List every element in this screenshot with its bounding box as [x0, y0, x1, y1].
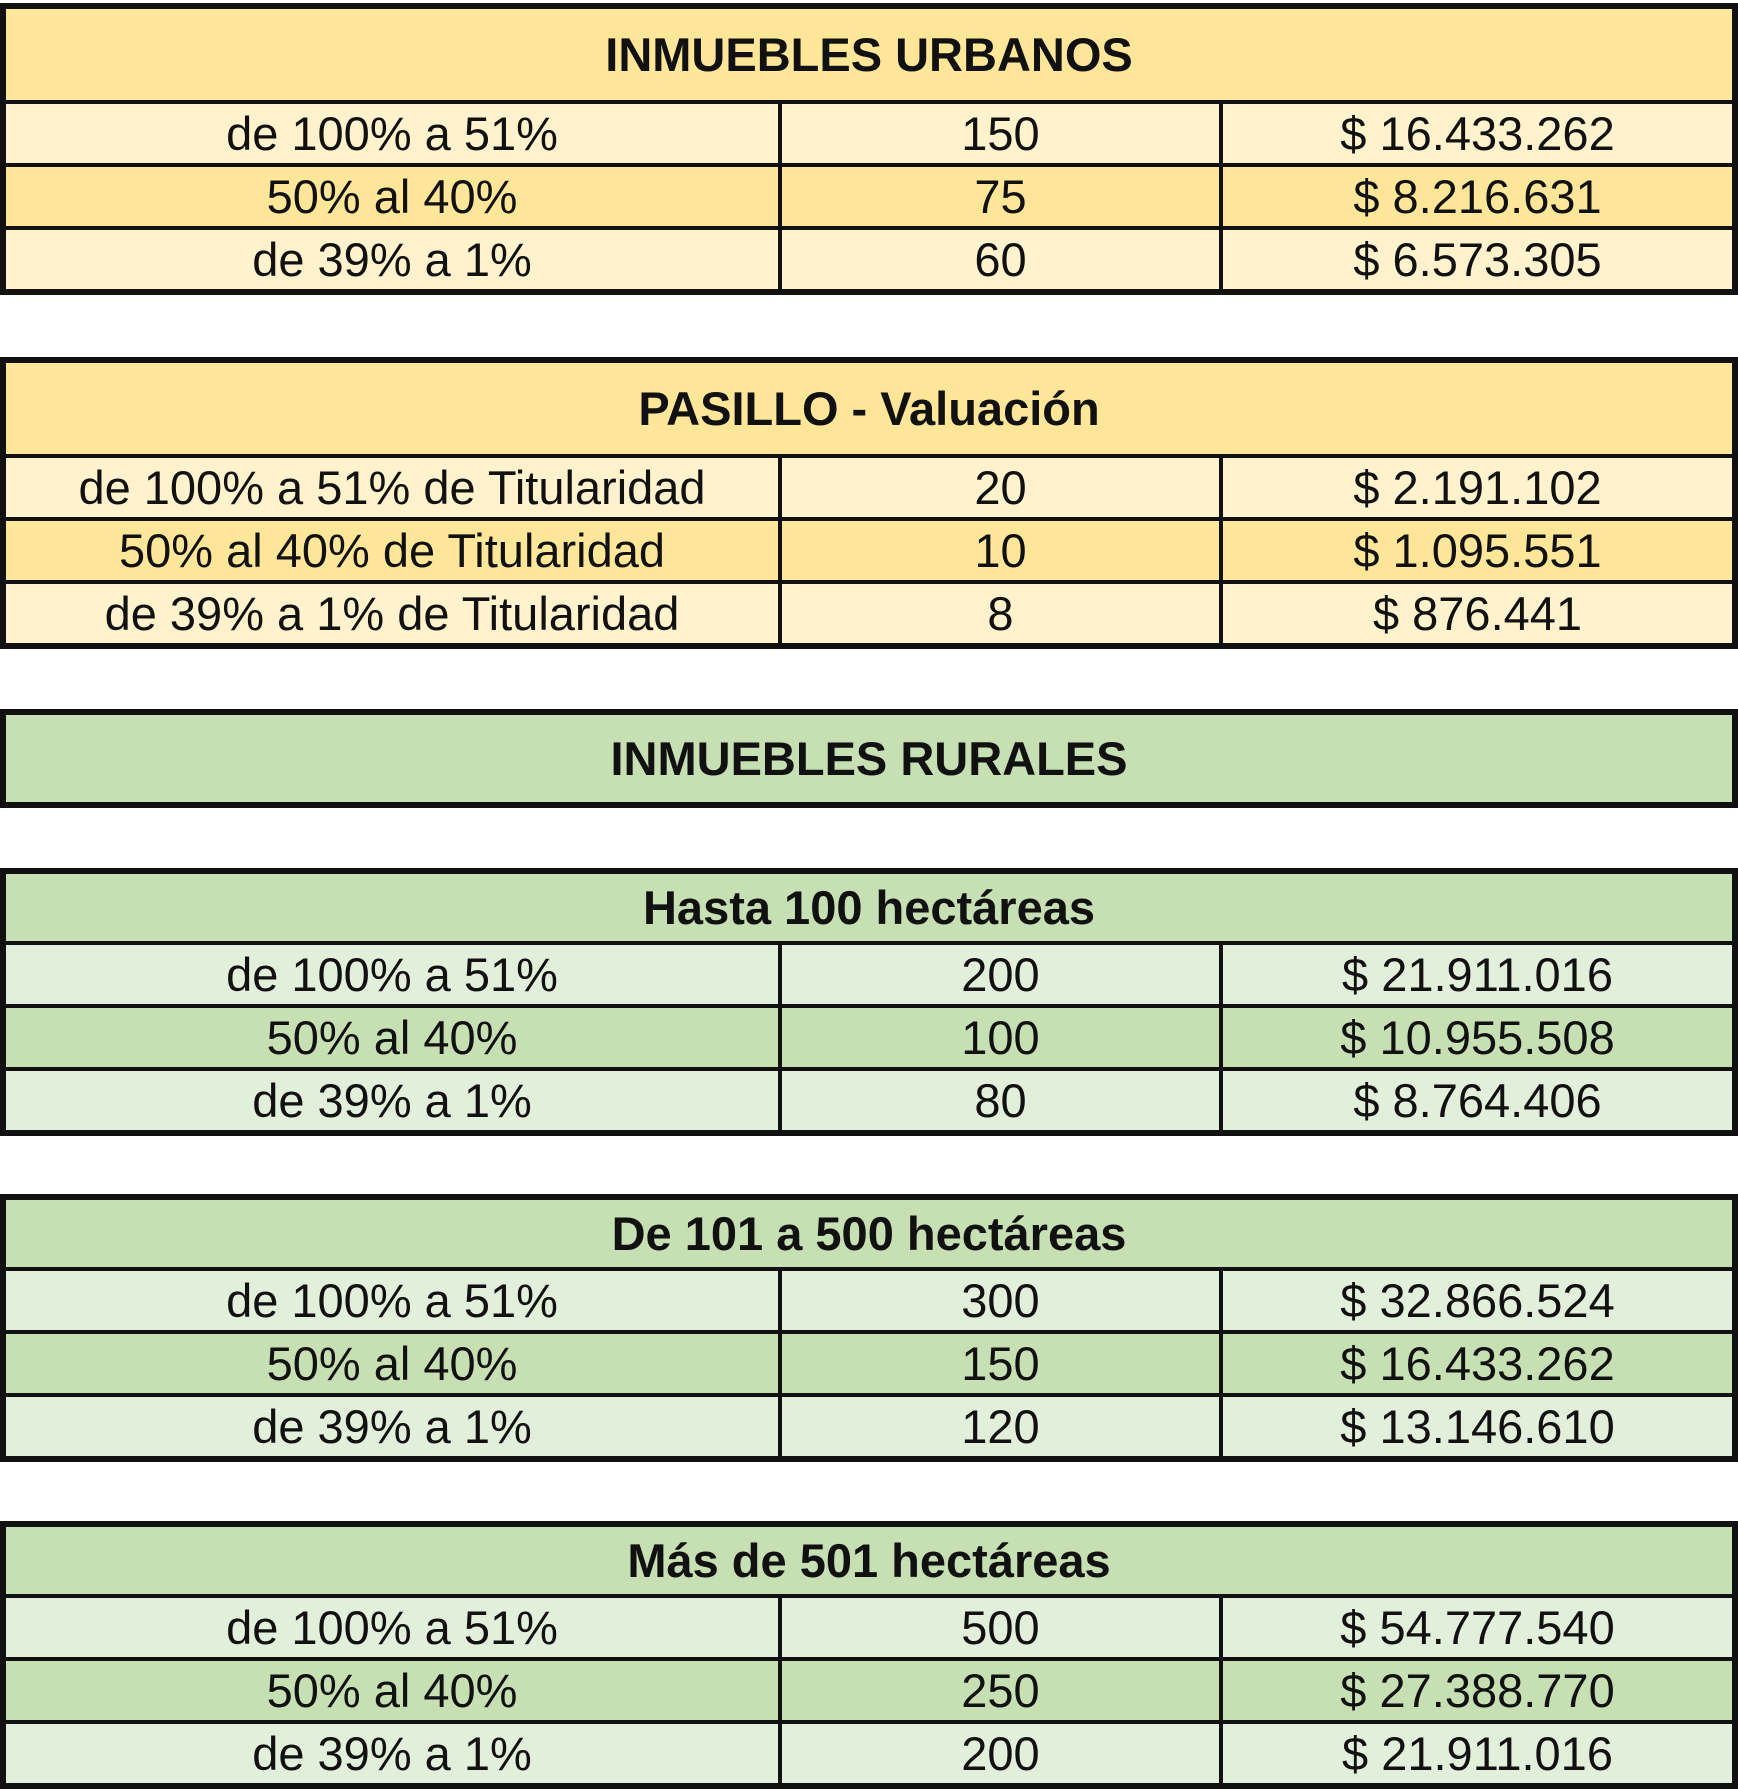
over-501-hectares-table	[0, 1521, 1738, 1789]
units-cell: 150	[778, 104, 1219, 163]
table-title: INMUEBLES URBANOS	[6, 9, 1732, 100]
table-row	[6, 454, 1732, 517]
units-cell: 80	[778, 1071, 1219, 1130]
up-to-100-hectares-table	[0, 868, 1738, 1136]
amount-cell: $ 16.433.262	[1219, 1334, 1732, 1393]
units-cell: 300	[778, 1271, 1219, 1330]
amount-cell: $ 8.216.631	[1219, 167, 1732, 226]
amount-cell: $ 16.433.262	[1219, 104, 1732, 163]
units-cell: 75	[778, 167, 1219, 226]
table-row	[6, 1393, 1732, 1456]
amount-cell: $ 13.146.610	[1219, 1397, 1732, 1456]
range-cell: de 39% a 1%	[6, 1724, 778, 1783]
amount-cell: $ 21.911.016	[1219, 1724, 1732, 1783]
units-cell: 10	[778, 521, 1219, 580]
table-row	[6, 580, 1732, 643]
table-row	[6, 1330, 1732, 1393]
table-row	[6, 163, 1732, 226]
range-cell: de 100% a 51%	[6, 1271, 778, 1330]
range-cell: de 100% a 51%	[6, 945, 778, 1004]
amount-cell: $ 27.388.770	[1219, 1661, 1732, 1720]
range-cell: de 39% a 1%	[6, 1071, 778, 1130]
units-cell: 100	[778, 1008, 1219, 1067]
table-row	[6, 1004, 1732, 1067]
amount-cell: $ 32.866.524	[1219, 1271, 1732, 1330]
amount-cell: $ 54.777.540	[1219, 1598, 1732, 1657]
table-row	[6, 517, 1732, 580]
units-cell: 250	[778, 1661, 1219, 1720]
units-cell: 200	[778, 1724, 1219, 1783]
units-cell: 60	[778, 230, 1219, 289]
table-title: Hasta 100 hectáreas	[6, 874, 1732, 941]
amount-cell: $ 876.441	[1219, 584, 1732, 643]
rural-properties-banner	[0, 709, 1738, 808]
pasillo-valuation-table	[0, 357, 1738, 649]
table-row	[6, 226, 1732, 289]
range-cell: de 100% a 51%	[6, 1598, 778, 1657]
table-title: Más de 501 hectáreas	[6, 1527, 1732, 1594]
units-cell: 500	[778, 1598, 1219, 1657]
table-row	[6, 1067, 1732, 1130]
amount-cell: $ 10.955.508	[1219, 1008, 1732, 1067]
range-cell: 50% al 40%	[6, 167, 778, 226]
urban-properties-table	[0, 3, 1738, 295]
range-cell: de 39% a 1%	[6, 1397, 778, 1456]
amount-cell: $ 2.191.102	[1219, 458, 1732, 517]
table-row	[6, 1720, 1732, 1783]
units-cell: 150	[778, 1334, 1219, 1393]
amount-cell: $ 21.911.016	[1219, 945, 1732, 1004]
amount-cell: $ 8.764.406	[1219, 1071, 1732, 1130]
range-cell: de 100% a 51% de Titularidad	[6, 458, 778, 517]
units-cell: 200	[778, 945, 1219, 1004]
table-row	[6, 941, 1732, 1004]
table-title: PASILLO - Valuación	[6, 363, 1732, 454]
table-row	[6, 1594, 1732, 1657]
units-cell: 8	[778, 584, 1219, 643]
units-cell: 120	[778, 1397, 1219, 1456]
range-cell: 50% al 40%	[6, 1008, 778, 1067]
range-cell: 50% al 40% de Titularidad	[6, 521, 778, 580]
table-row	[6, 1657, 1732, 1720]
table-row	[6, 100, 1732, 163]
amount-cell: $ 6.573.305	[1219, 230, 1732, 289]
range-cell: de 100% a 51%	[6, 104, 778, 163]
table-row	[6, 1267, 1732, 1330]
101-to-500-hectares-table	[0, 1194, 1738, 1462]
range-cell: de 39% a 1%	[6, 230, 778, 289]
range-cell: 50% al 40%	[6, 1661, 778, 1720]
section-title: INMUEBLES RURALES	[6, 715, 1732, 802]
range-cell: 50% al 40%	[6, 1334, 778, 1393]
range-cell: de 39% a 1% de Titularidad	[6, 584, 778, 643]
amount-cell: $ 1.095.551	[1219, 521, 1732, 580]
units-cell: 20	[778, 458, 1219, 517]
table-title: De 101 a 500 hectáreas	[6, 1200, 1732, 1267]
